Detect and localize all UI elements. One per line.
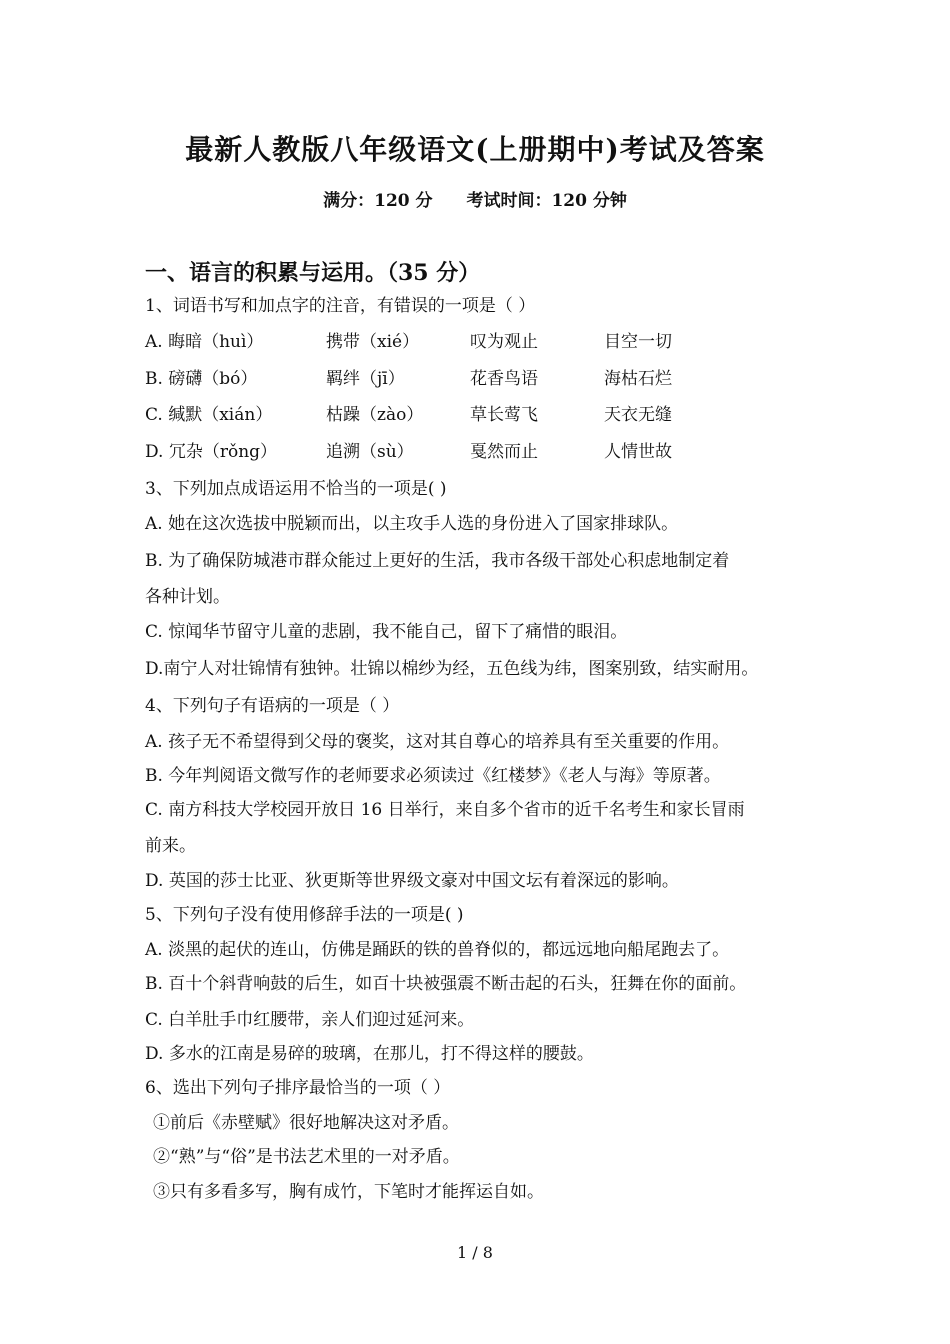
question-5-option-b: B. 百十个斜背响鼓的后生，如百十块被强震不断击起的石头，狂舞在你的面前。 [145, 974, 747, 994]
page-title: 最新人教版八年级语文(上册期中)考试及答案 [185, 133, 765, 166]
option-cell: 草长莺飞 [470, 405, 538, 425]
question-4-stem: 4、下列句子有语病的一项是（ ） [145, 696, 400, 716]
option-cell: 海枯石烂 [604, 369, 672, 389]
exam-info [0, 186, 950, 211]
option-cell: 追溯（sù） [326, 442, 414, 462]
question-3-stem: 3、下列加点成语运用不恰当的一项是( ) [145, 479, 447, 499]
option-cell: 花香鸟语 [470, 369, 538, 389]
question-6-item-1: ①前后《赤壁赋》很好地解决这对矛盾。 [153, 1113, 459, 1133]
question-4-option-c: C. 南方科技大学校园开放日 16 日举行，来自多个省市的近千名考生和家长冒雨 [145, 800, 745, 820]
question-5-option-d: D. 多水的江南是易碎的玻璃，在那儿，打不得这样的腰鼓。 [145, 1044, 594, 1064]
option-cell: 人情世故 [604, 442, 672, 462]
option-cell: 叹为观止 [470, 332, 538, 352]
option-cell: 目空一切 [604, 332, 672, 352]
option-cell: C. 缄默（xián） [145, 405, 273, 425]
question-4-option-d: D. 英国的莎士比亚、狄更斯等世界级文豪对中国文坛有着深远的影响。 [145, 871, 679, 891]
question-6-item-2: ②“熟”与“俗”是书法艺术里的一对矛盾。 [153, 1147, 460, 1167]
exam-time: 考试时间：120 分钟 [466, 191, 627, 211]
question-3-option-b-cont: 各种计划。 [145, 587, 230, 607]
question-3-option-d: D.南宁人对壮锦情有独钟。壮锦以棉纱为经，五色线为纬，图案别致，结实耐用。 [145, 659, 759, 679]
option-cell: B. 磅礴（bó） [145, 369, 258, 389]
full-score: 满分：120 分 [323, 191, 433, 211]
question-3-option-a: A. 她在这次选拔中脱颖而出，以主攻手人选的身份进入了国家排球队。 [145, 514, 679, 534]
option-cell: 天衣无缝 [604, 405, 672, 425]
question-4-option-a: A. 孩子无不希望得到父母的褒奖，这对其自尊心的培养具有至关重要的作用。 [145, 732, 730, 752]
question-4-option-b: B. 今年判阅语文微写作的老师要求必须读过《红楼梦》《老人与海》等原著。 [145, 766, 721, 786]
option-cell: 戛然而止 [470, 442, 538, 462]
question-5-stem: 5、下列句子没有使用修辞手法的一项是( ) [145, 905, 464, 925]
question-6-stem: 6、选出下列句子排序最恰当的一项（ ） [145, 1078, 451, 1098]
page-number: 1 / 8 [457, 1243, 493, 1262]
question-3-option-b: B. 为了确保防城港市群众能过上更好的生活，我市各级干部处心积虑地制定着 [145, 551, 730, 571]
question-6-item-3: ③只有多看多写，胸有成竹，下笔时才能挥运自如。 [153, 1182, 544, 1202]
option-cell: 枯躁（zào） [326, 405, 424, 425]
option-cell: D. 冗杂（rǒng） [145, 442, 278, 462]
question-5-option-a: A. 淡黑的起伏的连山，仿佛是踊跃的铁的兽脊似的，都远远地向船尾跑去了。 [145, 940, 730, 960]
question-5-option-c: C. 白羊肚手巾红腰带，亲人们迎过延河来。 [145, 1010, 475, 1030]
section-heading: 一、语言的积累与运用。（35 分） [145, 260, 481, 286]
question-3-option-c: C. 惊闻华节留守儿童的悲剧，我不能自己，留下了痛惜的眼泪。 [145, 622, 628, 642]
option-cell: 羁绊（jī） [326, 369, 405, 389]
question-4-option-c-cont: 前来。 [145, 836, 196, 856]
option-cell: A. 晦暗（huì） [145, 332, 264, 352]
question-1-stem: 1、词语书写和加点字的注音，有错误的一项是（ ） [145, 296, 536, 316]
option-cell: 携带（xié） [326, 332, 420, 352]
